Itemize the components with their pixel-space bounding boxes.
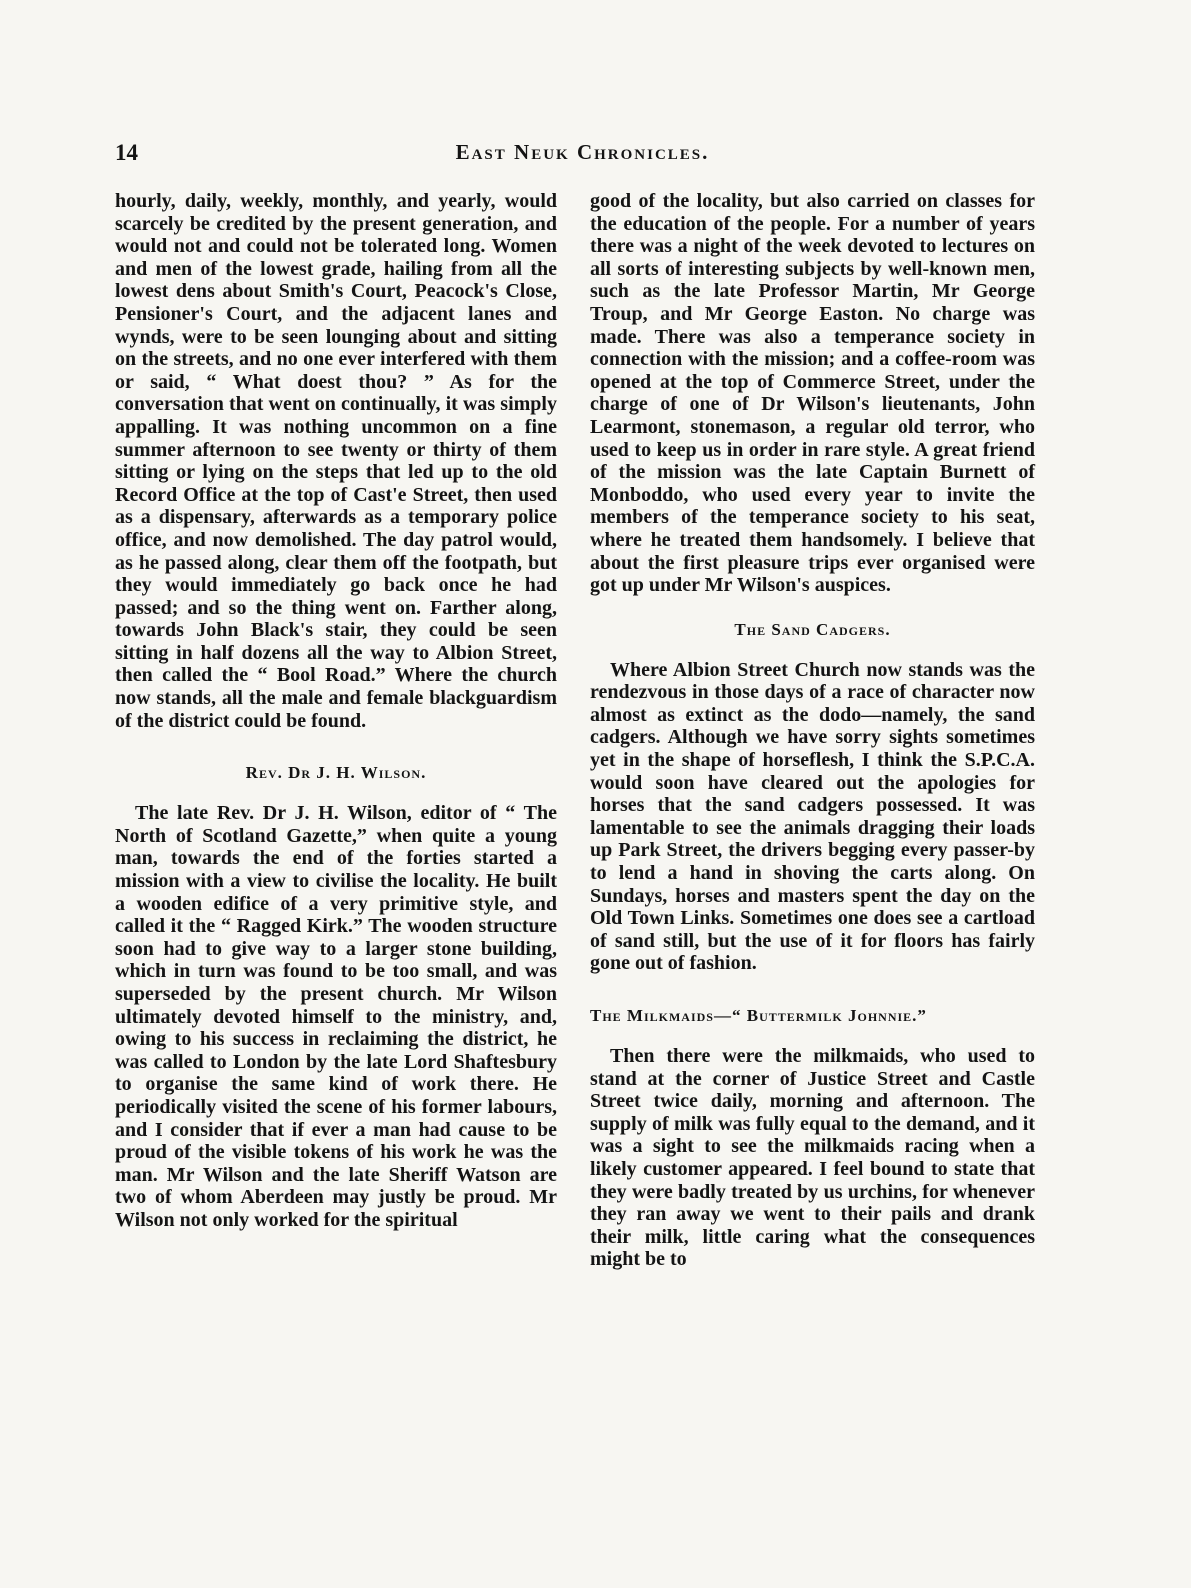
paragraph: Where Albion Street Church now stands was the rendezvous in those days of a race of character now almost as extinct as the dodo—namely, the sand cadgers. Although we have sorry sights sometimes yet in the shape of horseflesh, I think the S.P.C.A. would soon have cleared out the apologies for horses that the sand cadgers possessed. It was lamentable to see the animals dragging their loads up Park Street, the drivers begging every passer-by to lend a hand in shoving the carts along. On Sundays, horses and masters spent the day on the Old Town Links. Sometimes one does see a cartload of sand still, but the use of it for floors has fairly gone out of fashion.: [590, 658, 1035, 975]
running-title: East Neuk Chronicles.: [455, 140, 710, 164]
page-number: 14: [115, 140, 138, 165]
paragraph: hourly, daily, weekly, monthly, and yearly, would scarcely be credited by the present generation, and would not and could not be tolerated long. Women and men of the lowest grade, hailing from all the lowest dens about Smith's Court, Peacock's Close, Pensioner's Court, and the adjacent lanes and wynds, were to be seen lounging about and sitting on the streets, and no one ever interfered with them or said, “ What doest thou? ” As for the conversation that went on continually, it was simply appalling. It was nothing uncommon on a fine summer afternoon to see twenty or thirty of them sitting or lying on the steps that led up to the old Record Office at the top of Cast'e Street, then used as a dispensary, afterwards as a temporary police office, and now demolished. The day patrol would, as he passed along, clear them off the footpath, but they would immediately go back once he had passed; and so the thing went on. Farther along, towards John Black's stair, they could be seen sitting in half dozens all the way to Albion Street, then called the “ Bool Road.” Where the church now stands, all the male and female blackguardism of the district could be found.: [115, 190, 557, 732]
paragraph: good of the locality, but also carried on classes for the education of the people. For a number of years there was a night of the week devoted to lectures on all sorts of interesting subjects by well-known men, such as the late Professor Martin, Mr George Troup, and Mr George Easton. No charge was made. There was also a temperance society in connection with the mission; and a coffee-room was opened at the top of Commerce Street, under the charge of one of Dr Wilson's lieutenants, John Learmont, stonemason, a regular old terror, who used to keep us in order in rare style. A great friend of the mission was the late Captain Burnett of Monboddo, who used every year to invite the members of the temperance society to his seat, where he treated them handsomely. I believe that about the first pleasure trips ever organised were got up under Mr Wilson's auspices.: [590, 190, 1035, 597]
left-column: [115, 190, 557, 1232]
section-heading: The Sand Cadgers.: [734, 619, 891, 639]
right-column: [590, 190, 1035, 1271]
section-heading: The Milkmaids—“ Buttermilk Johnnie.”: [590, 1006, 927, 1025]
paragraph: Then there were the milkmaids, who used to stand at the corner of Justice Street and Castle Street twice daily, morning and afternoon. The supply of milk was fully equal to the demand, and it was a sight to see the milkmaids racing when a likely customer appeared. I feel bound to state that they were badly treated by us urchins, for whenever they ran away we went to their pails and drank their milk, little caring what the consequences might be to: [590, 1045, 1035, 1271]
page-header: [115, 140, 1050, 180]
section-heading: Rev. Dr J. H. Wilson.: [245, 763, 427, 783]
paragraph: The late Rev. Dr J. H. Wilson, editor of “ The North of Scotland Gazette,” when quite a young man, towards the end of the forties started a mission with a view to civilise the locality. He built a wooden edifice of a very primitive style, and called it the “ Ragged Kirk.” The wooden structure soon had to give way to a larger stone building, which in turn was found to be too small, and was superseded by the present church. Mr Wilson ultimately devoted himself to the ministry, and, owing to his success in reclaiming the district, he was called to London by the late Lord Shaftesbury to organise the same kind of work there. He periodically visited the scene of his former labours, and I consider that if ever a man had cause to be proud of the visible tokens of his work he was the man. Mr Wilson and the late Sheriff Watson are two of whom Aberdeen may justly be proud. Mr Wilson not only worked for the spiritual: [115, 802, 557, 1231]
